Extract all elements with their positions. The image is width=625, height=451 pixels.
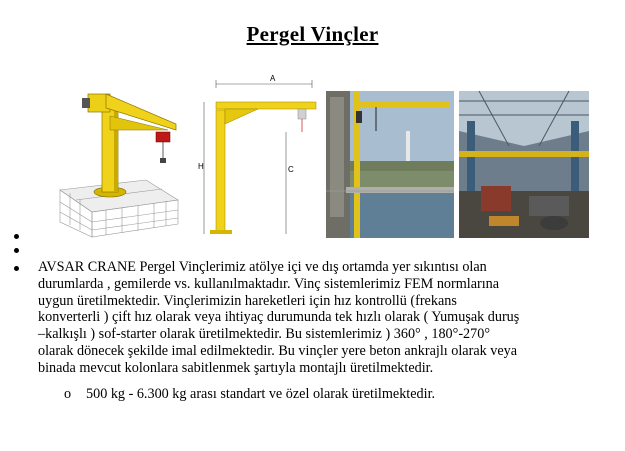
jib-crane-foundation-image — [50, 72, 198, 240]
sub-bullet-item — [64, 386, 435, 403]
paragraph-line: durumlarda , gemilerde vs. kullanılmaktadır. Vinç sistemlerimiz FEM normlarına — [38, 275, 500, 292]
sub-bullet-text: 500 kg - 6.300 kg arası standart ve özel olarak üretilmektedir. — [86, 386, 436, 402]
jib-crane-dimension-drawing — [198, 72, 318, 240]
paragraph-line: –kalkışlı ) sof-starter olarak üretilmektedir. Bu sistemlerimiz ) 360° , 180°-270° — [38, 326, 491, 343]
empty-bullet — [14, 234, 19, 239]
description-paragraph — [38, 259, 598, 377]
paragraph-line: konverterli ) çift hız olarak veya ihtiyaç durumunda tek hızlı olarak ( Yumuşak duruş — [38, 309, 520, 326]
paragraph-line: olarak dönecek şekilde imal edilmektedir. Bu vinçler yere beton ankrajlı olarak veya — [38, 342, 518, 359]
factory-interior-photo — [459, 91, 589, 238]
dimension-label-h: H — [198, 162, 204, 171]
page-title: Pergel Vinçler — [246, 22, 379, 46]
empty-bullet — [14, 248, 19, 253]
sub-bullet-marker: o — [64, 386, 72, 402]
dimension-label-c: C — [288, 165, 294, 174]
jib-crane-outdoor-photo — [326, 91, 454, 238]
paragraph-bullet — [14, 266, 19, 271]
dimension-label-a: A — [270, 74, 276, 83]
paragraph-line: uygun üretilmektedir. Vinçlerimizin hareketleri için hız kontrollü (frekans — [38, 292, 457, 309]
paragraph-line: binada mevcut kolonlara sabitlenmek şartıyla montajlı üretilmektedir. — [38, 359, 434, 376]
paragraph-line: AVSAR CRANE Pergel Vinçlerimiz atölye içi ve dış ortamda yer sıkıntısı olan — [38, 259, 487, 275]
